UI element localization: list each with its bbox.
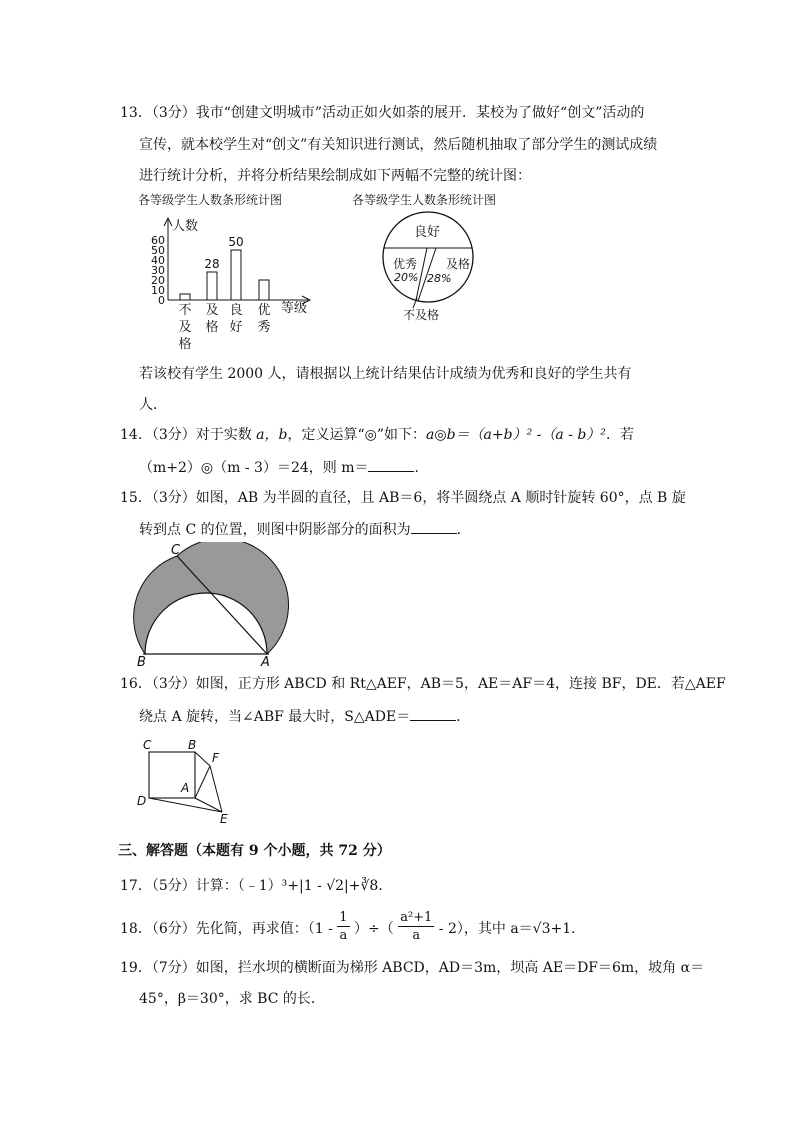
q15-line1: 15．（3分）如图，AB 为半圆的直径，且 AB＝6，将半圆绕点 A 顺时针旋转 60°，点 B 旋 [120,490,686,506]
bar-chart-title: 各等级学生人数条形统计图 [138,193,283,207]
y-tick-label: 0 [158,294,165,307]
q18-pre: 18．（6分）先化简，再求值：（1 - [120,921,333,937]
q18-mid: ）÷（ [354,921,394,937]
q18-frac1 [337,909,349,944]
q18-frac1-num: 1 [339,910,348,925]
q19-line1: 19．（7分）如图，拦水坝的横断面为梯形 ABCD，AD＝3m，坝高 AE＝DF＝6m，坡角 α＝ [120,960,705,976]
q14-expr2: （m+2）◎（m - 3）＝24，则 m＝ [139,460,369,476]
q18-frac2 [398,909,434,944]
q16-label-c: C [143,738,152,752]
q13-line3: 进行统计分析，并将分析结果绘制成如下两幅不完整的统计图： [139,168,531,184]
q19-line2: 45°，β＝30°，求 BC 的长． [139,991,325,1007]
q15-figure [133,542,303,670]
q14-pre: 14．（3分）对于实数 [120,427,257,443]
pie-pct-excellent: 20% [394,271,419,284]
q16-label-a: A [181,781,190,795]
pie-label-pass: 及格 [446,257,471,271]
category-label: 秀 [257,320,271,335]
q15-label-a: A [261,655,270,670]
q15-answer-blank[interactable] [411,519,457,534]
section-3-heading: 三、解答题（本题有 9 个小题，共 72 分） [118,843,391,859]
pie-label-good: 良好 [414,225,441,240]
q14-vars: a，b [256,427,288,443]
q14-line1 [120,425,634,445]
pie-label-excellent: 优秀 [393,257,418,271]
bar-良好 [231,250,241,300]
q17: 17．（5分）计算：（﹣1）³+|1 - √2|+∛8． [120,878,393,894]
q18-frac1-den: a [339,928,348,943]
bar-chart-ylabel: 人数 [172,219,199,234]
bar-data-label: 50 [228,235,244,249]
y-tick-label: 40 [151,254,165,267]
category-label: 格 [205,320,219,335]
q16-end: ． [456,709,471,725]
q14-answer-blank[interactable] [368,457,414,472]
pie-chart [350,190,530,325]
bar-不及格 [180,294,190,300]
q15-text: 转到点 C 的位置，则图中阴影部分的面积为 [139,522,411,538]
pie-chart-title: 各等级学生人数条形统计图 [352,193,497,207]
bars [180,235,269,300]
category-label: 及 [205,303,219,318]
q16-label-e: E [220,812,228,826]
q16-label-f: F [212,751,219,765]
bar-优秀 [259,280,269,300]
q15-label-c: C [171,543,181,558]
q13-line5: 人． [139,397,167,413]
q13-line2: 宣传，就本校学生对“创文”有关知识进行测试，然后随机抽取了部分学生的测试成绩 [139,137,658,153]
y-tick-label: 50 [151,244,165,257]
q16-line-fe [210,766,222,812]
category-label: 优 [257,303,271,318]
q18-post: - 2），其中 a＝√3+1． [438,921,586,937]
y-ticks [151,234,165,307]
category-label: 良 [229,303,243,318]
q14-line2 [139,457,428,478]
y-tick-label: 10 [151,284,165,297]
y-tick-label: 30 [151,264,165,277]
category-label: 及 [178,320,192,335]
q14-post: ．若 [605,427,634,443]
category-label: 好 [229,320,243,335]
pie-pct-pass: 28% [427,272,452,285]
q14-end: ． [414,460,429,476]
q16-line1: 16．（3分）如图，正方形 ABCD 和 Rt△AEF，AB＝5，AE＝AF＝4，连接 BF，DE．若△AEF [120,676,726,692]
y-tick-label: 60 [151,234,165,247]
category-labels [178,302,270,352]
q18 [120,909,585,949]
category-label: 格 [178,337,192,352]
q14-expr: a◎b＝（a+b）² -（a - b）² [426,427,606,443]
q18-frac2-num: a²+1 [400,910,433,925]
q14-mid: ，定义运算“◎”如下： [287,427,427,443]
bar-data-label: 28 [204,257,220,271]
bar-chart [138,190,338,355]
q18-frac2-den: a [412,928,421,943]
q16-line-bf [195,752,210,766]
q16-text: 绕点 A 旋转，当∠ABF 最大时，S△ADE＝ [139,709,411,725]
q16-line-de [149,798,222,812]
q16-line-af [195,766,210,798]
q16-line2 [139,706,470,727]
q13-line4: 若该校有学生 2000 人，请根据以上统计结果估计成绩为优秀和良好的学生共有 [139,366,632,382]
category-label: 不 [178,303,192,318]
q13-line1: 13．（3分）我市“创建文明城市”活动正如火如荼的展开．某校为了做好“创文”活动的 [120,105,645,121]
q15-label-b: B [137,655,146,670]
q15-end: ． [456,522,471,538]
q16-figure [135,735,245,827]
bar-及格 [207,272,217,300]
q16-label-b: B [188,738,197,752]
y-tick-label: 20 [151,274,165,287]
q16-label-d: D [137,794,147,808]
q15-line2 [139,519,471,540]
pie-label-fail: 不及格 [403,308,440,322]
bar-chart-xlabel: 等级 [281,301,308,316]
q16-answer-blank[interactable] [410,706,456,721]
